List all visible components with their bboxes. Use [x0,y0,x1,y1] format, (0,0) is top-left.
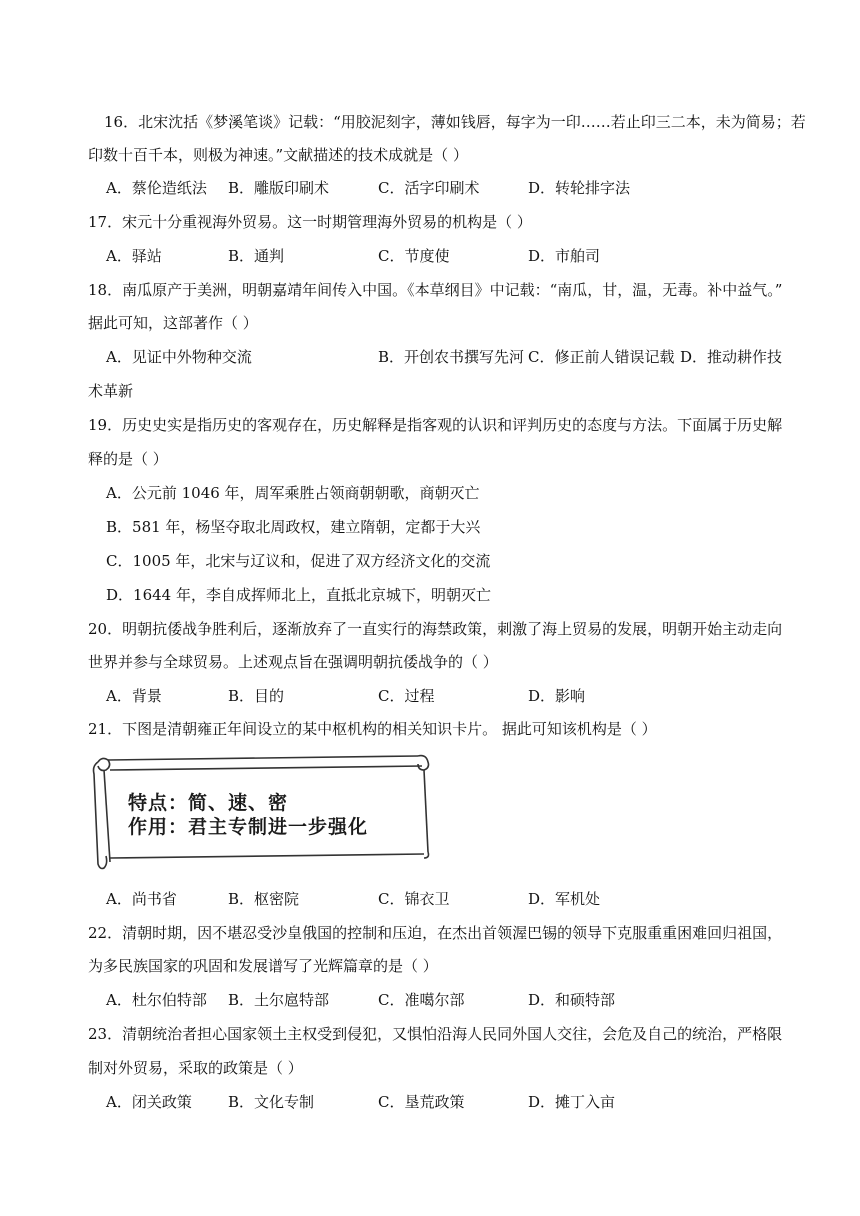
question-18-option-a: A．见证中外物种交流 [106,348,252,366]
question-18-option-c: C．修正前人错误记载 [528,348,675,366]
question-20-stem-line2: 世界并参与全球贸易。上述观点旨在强调明朝抗倭战争的（ ） [88,653,498,671]
question-20-option-c: C．过程 [378,687,435,705]
question-23-option-b: B．文化专制 [228,1093,315,1111]
question-20-stem-line1: 20．明朝抗倭战争胜利后，逐渐放弃了一直实行的海禁政策，刺激了海上贸易的发展，明朝开始主动走向 [88,620,783,638]
question-16-stem-line1: 16．北宋沈括《梦溪笔谈》记载：“用胶泥刻字，薄如钱唇，每字为一印……若止印三二本，未为简易；若 [104,113,806,131]
card-function-text: 作用：君主专制进一步强化 [128,816,369,838]
question-22-option-a: A．杜尔伯特部 [106,991,207,1009]
question-16-option-a: A．蔡伦造纸法 [106,179,207,197]
question-17-option-c: C．节度使 [378,247,450,265]
question-20-option-d: D．影响 [528,687,586,705]
question-23-option-d: D．摊丁入亩 [528,1093,616,1111]
question-19-option-c: C．1005 年，北宋与辽议和，促进了双方经济文化的交流 [106,552,491,570]
question-20-option-b: B．目的 [228,687,285,705]
question-21-option-d: D．军机处 [528,890,601,908]
question-23-stem-line1: 23．清朝统治者担心国家领土主权受到侵犯，又惧怕沿海人民同外国人交往，会危及自己的统治，严格限 [88,1025,783,1043]
question-23-option-a: A．闭关政策 [106,1093,192,1111]
question-18-stem-line2: 据此可知，这部著作（ ） [88,314,258,332]
question-22-stem-line2: 为多民族国家的巩固和发展谱写了光辉篇章的是（ ） [88,957,438,975]
question-22-stem-line1: 22．清朝时期，因不堪忍受沙皇俄国的控制和压迫，在杰出首领渥巴锡的领导下克服重重困难回归祖国， [88,924,783,942]
question-16-option-d: D．转轮排字法 [528,179,631,197]
question-22-option-b: B．土尔扈特部 [228,991,330,1009]
question-22-option-c: C．准噶尔部 [378,991,465,1009]
question-23-option-c: C．垦荒政策 [378,1093,465,1111]
question-19-option-b: B．581 年，杨坚夺取北周政权，建立隋朝，定都于大兴 [106,518,481,536]
knowledge-card-scroll [88,752,436,874]
question-21-option-a: A．尚书省 [106,890,177,908]
card-feature-text: 特点：简、速、密 [128,792,289,814]
question-21-option-b: B．枢密院 [228,890,300,908]
question-19-stem-line2: 释的是（ ） [88,450,168,468]
question-19-option-d: D．1644 年，李自成挥师北上，直抵北京城下，明朝灭亡 [106,586,491,604]
question-17-option-b: B．通判 [228,247,285,265]
question-21-option-c: C．锦衣卫 [378,890,450,908]
question-19-option-a: A．公元前 1046 年，周军乘胜占领商朝朝歌，商朝灭亡 [106,484,480,502]
question-17-stem: 17．宋元十分重视海外贸易。这一时期管理海外贸易的机构是（ ） [88,213,532,231]
question-21-stem: 21．下图是清朝雍正年间设立的某中枢机构的相关知识卡片。 据此可知该机构是（ ） [88,720,657,738]
question-20-option-a: A．背景 [106,687,162,705]
question-16-option-b: B．雕版印刷术 [228,179,330,197]
question-18-stem-line1: 18．南瓜原产于美洲，明朝嘉靖年间传入中国。《本草纲目》中记载：“南瓜，甘，温，无毒。补中益气。” [88,281,783,299]
question-23-stem-line2: 制对外贸易，采取的政策是（ ） [88,1059,303,1077]
question-18-option-d-wrap: 术革新 [88,382,134,400]
question-18-option-d: D．推动耕作技 [680,348,783,366]
question-19-stem-line1: 19．历史史实是指历史的客观存在，历史解释是指客观的认识和评判历史的态度与方法。下面属于历史解 [88,416,783,434]
question-22-option-d: D．和硕特部 [528,991,616,1009]
question-17-option-d: D．市舶司 [528,247,601,265]
question-17-option-a: A．驿站 [106,247,162,265]
question-16-stem-line2: 印数十百千本，则极为神速。”文献描述的技术成就是（ ） [88,146,468,164]
question-18-option-b: B．开创农书撰写先河 [378,348,525,366]
question-16-option-c: C．活字印刷术 [378,179,480,197]
